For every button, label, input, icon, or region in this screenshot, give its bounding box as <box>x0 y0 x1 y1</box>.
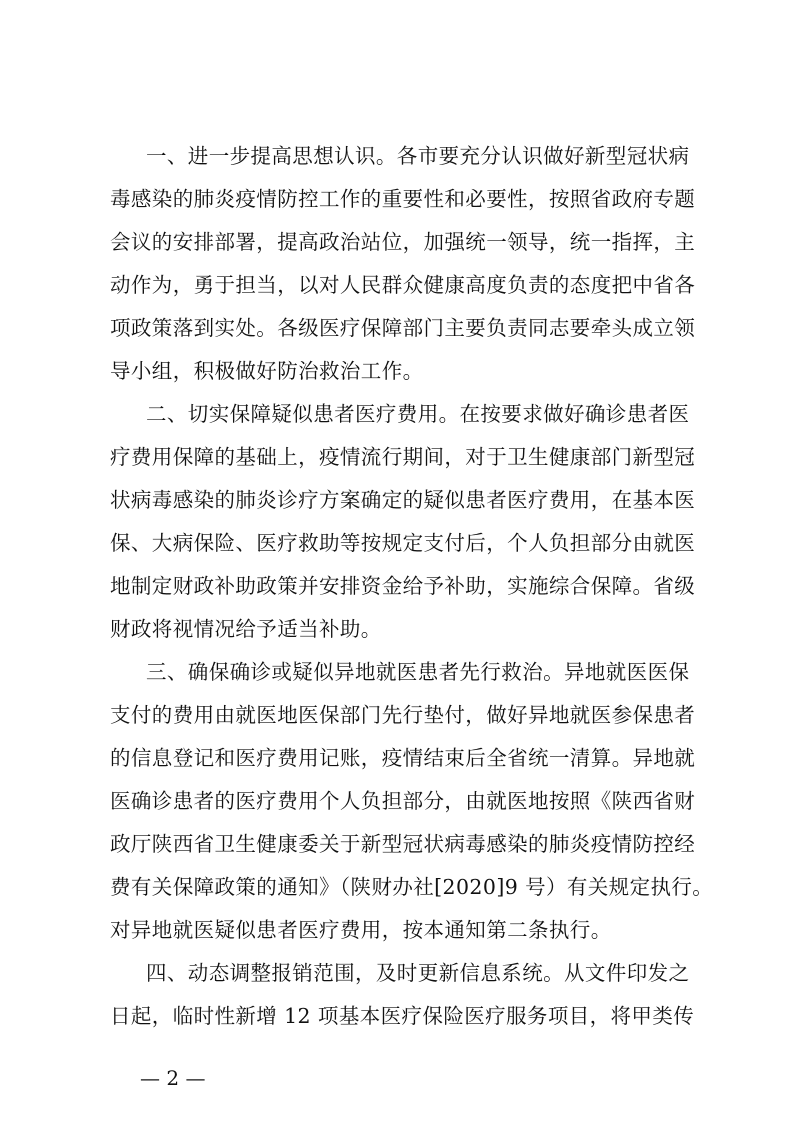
text-line: 二、切实保障疑似患者医疗费用。在按要求做好确诊患者医 <box>146 402 690 426</box>
text-line: 动作为，勇于担当，以对人民群众健康高度负责的态度把中省各 <box>110 273 696 297</box>
text-line: 对异地就医疑似患者医疗费用，按本通知第二条执行。 <box>110 918 612 942</box>
text-line: 疗费用保障的基础上，疫情流行期间，对于卫生健康部门新型冠 <box>110 445 696 469</box>
text-line: 地制定财政补助政策并安排资金给予补助，实施综合保障。省级 <box>110 574 696 598</box>
text-line: 导小组，积极做好防治救治工作。 <box>110 359 424 383</box>
page-number: — 2 — <box>140 1066 206 1090</box>
text-line: 医确诊患者的医疗费用个人负担部分，由就医地按照《陕西省财 <box>110 789 696 813</box>
text-line: 会议的安排部署，提高政治站位，加强统一领导，统一指挥，主 <box>110 230 696 254</box>
text-line: 财政将视情况给予适当补助。 <box>110 617 382 641</box>
text-line: 支付的费用由就医地医保部门先行垫付，做好异地就医参保患者 <box>110 703 696 727</box>
text-line: 保、大病保险、医疗救助等按规定支付后，个人负担部分由就医 <box>110 531 696 555</box>
text-line: 状病毒感染的肺炎诊疗方案确定的疑似患者医疗费用，在基本医 <box>110 488 696 512</box>
text-line: 日起，临时性新增 12 项基本医疗保险医疗服务项目，将甲类传 <box>110 1004 695 1028</box>
text-line: 政厅陕西省卫生健康委关于新型冠状病毒感染的肺炎疫情防控经 <box>110 832 696 856</box>
text-line: 的信息登记和医疗费用记账，疫情结束后全省统一清算。异地就 <box>110 746 696 770</box>
text-line: 三、确保确诊或疑似异地就医患者先行救治。异地就医医保 <box>146 660 690 684</box>
text-line: 费有关保障政策的通知》（陕财办社[2020]9 号）有关规定执行。 <box>110 875 714 899</box>
text-line: 四、动态调整报销范围，及时更新信息系统。从文件印发之 <box>146 961 690 985</box>
text-line: 项政策落到实处。各级医疗保障部门主要负责同志要牵头成立领 <box>110 316 696 340</box>
text-line: 毒感染的肺炎疫情防控工作的重要性和必要性，按照省政府专题 <box>110 187 696 211</box>
text-line: 一、进一步提高思想认识。各市要充分认识做好新型冠状病 <box>146 144 690 168</box>
